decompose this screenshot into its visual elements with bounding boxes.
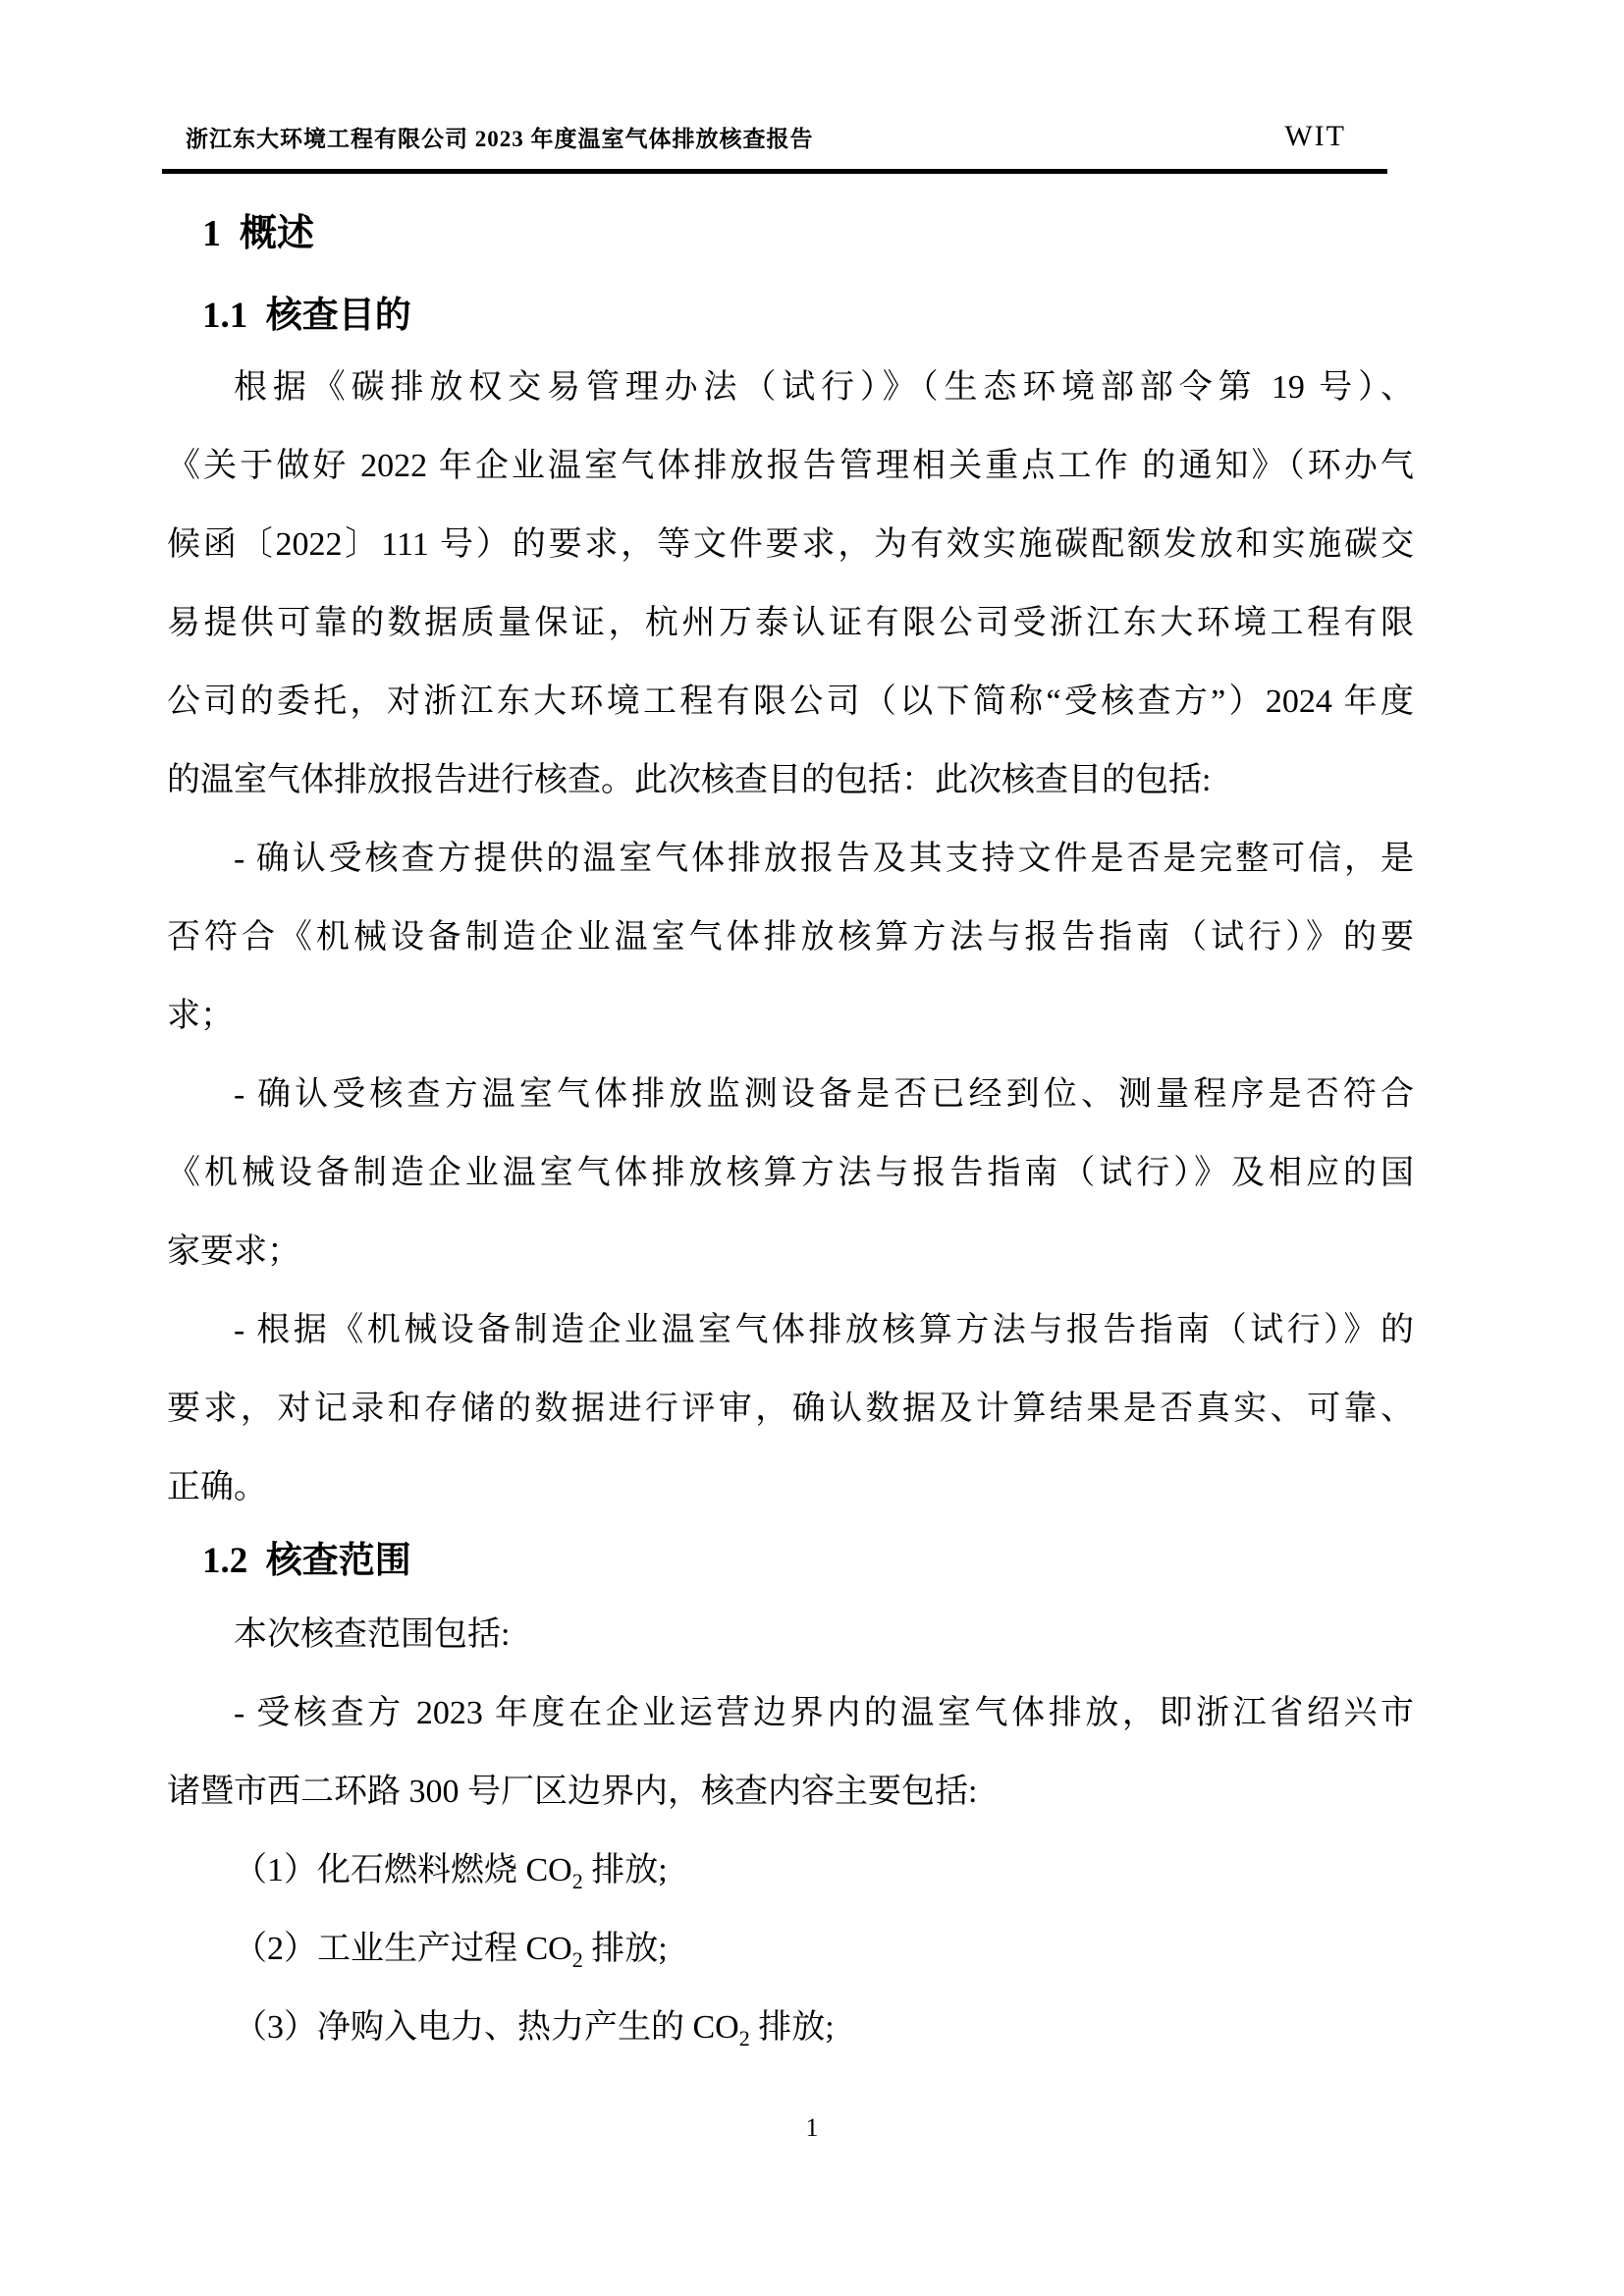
list-item-text: 排放;: [582, 1931, 668, 1967]
page-header: [162, 120, 1387, 174]
subscript: 2: [571, 1868, 583, 1893]
list-item-text: 排放;: [749, 2009, 835, 2046]
paragraph-line: 家要求；: [167, 1233, 300, 1270]
list-item-co2-electricity: [167, 1989, 1414, 2067]
section-1-2-body: [167, 1596, 1414, 2067]
paragraph-line: 《关于做好 2022 年企业温室气体排放报告管理相关重点工作 的通知》（环办气: [167, 448, 1414, 484]
paragraph-line: 的温室气体排放报告进行核查。此次核查目的包括：此次核查目的包括:: [167, 762, 1212, 798]
heading-1-overview: 1 概述: [202, 213, 315, 254]
paragraph-line: 诸暨市西二环路 300 号厂区边界内，核查内容主要包括:: [167, 1774, 978, 1810]
subscript: 2: [738, 2025, 750, 2050]
list-item-text: 排放;: [582, 1852, 668, 1888]
header-title: 浙江东大环境工程有限公司 2023 年度温室气体排放核查报告: [186, 127, 814, 151]
heading-1-1-purpose: 1.1 核查目的: [202, 296, 411, 336]
paragraph-line: 根据《碳排放权交易管理办法（试行）》（生态环境部部令第 19 号）、: [234, 369, 1414, 406]
paragraph-line: 候函〔2022〕111 号）的要求，等文件要求，为有效实施碳配额发放和实施碳交: [167, 526, 1414, 563]
paragraph-line: 《机械设备制造企业温室气体排放核算方法与报告指南（试行）》及相应的国: [167, 1155, 1414, 1191]
paragraph-line: 要求，对记录和存储的数据进行评审，确认数据及计算结果是否真实、可靠、: [167, 1391, 1414, 1427]
paragraph-line: 易提供可靠的数据质量保证，杭州万泰认证有限公司受浙江东大环境工程有限: [167, 605, 1414, 641]
section-1-1-body: [167, 349, 1414, 1527]
bullet-line: - 确认受核查方提供的温室气体排放报告及其支持文件是否是完整可信，是: [234, 841, 1414, 877]
list-item-text: （1）化石燃料燃烧 CO: [234, 1852, 572, 1888]
paragraph-line: 否符合《机械设备制造企业温室气体排放核算方法与报告指南（试行）》的要: [167, 919, 1414, 956]
paragraph-line: 求；: [167, 998, 234, 1034]
heading-1-2-scope: 1.2 核查范围: [202, 1541, 411, 1581]
page-number: 1: [805, 2113, 819, 2142]
paragraph-line: 本次核查范围包括:: [234, 1616, 511, 1653]
subscript: 2: [571, 1946, 583, 1972]
header-logo-text: WIT: [1284, 120, 1346, 152]
bullet-line: - 根据《机械设备制造企业温室气体排放核算方法与报告指南（试行）》的: [234, 1312, 1414, 1348]
list-item-text: （3）净购入电力、热力产生的 CO: [234, 2009, 739, 2046]
bullet-line: - 受核查方 2023 年度在企业运营边界内的温室气体排放，即浙江省绍兴市: [234, 1695, 1414, 1731]
list-item-co2-process: [167, 1910, 1414, 1989]
paragraph-line: 正确。: [167, 1469, 267, 1505]
list-item-text: （2）工业生产过程 CO: [234, 1931, 572, 1967]
paragraph-line: 公司的委托，对浙江东大环境工程有限公司（以下简称“受核查方”）2024 年度: [167, 683, 1414, 720]
list-item-co2-fossil: [167, 1831, 1414, 1910]
bullet-line: - 确认受核查方温室气体排放监测设备是否已经到位、测量程序是否符合: [234, 1076, 1414, 1113]
